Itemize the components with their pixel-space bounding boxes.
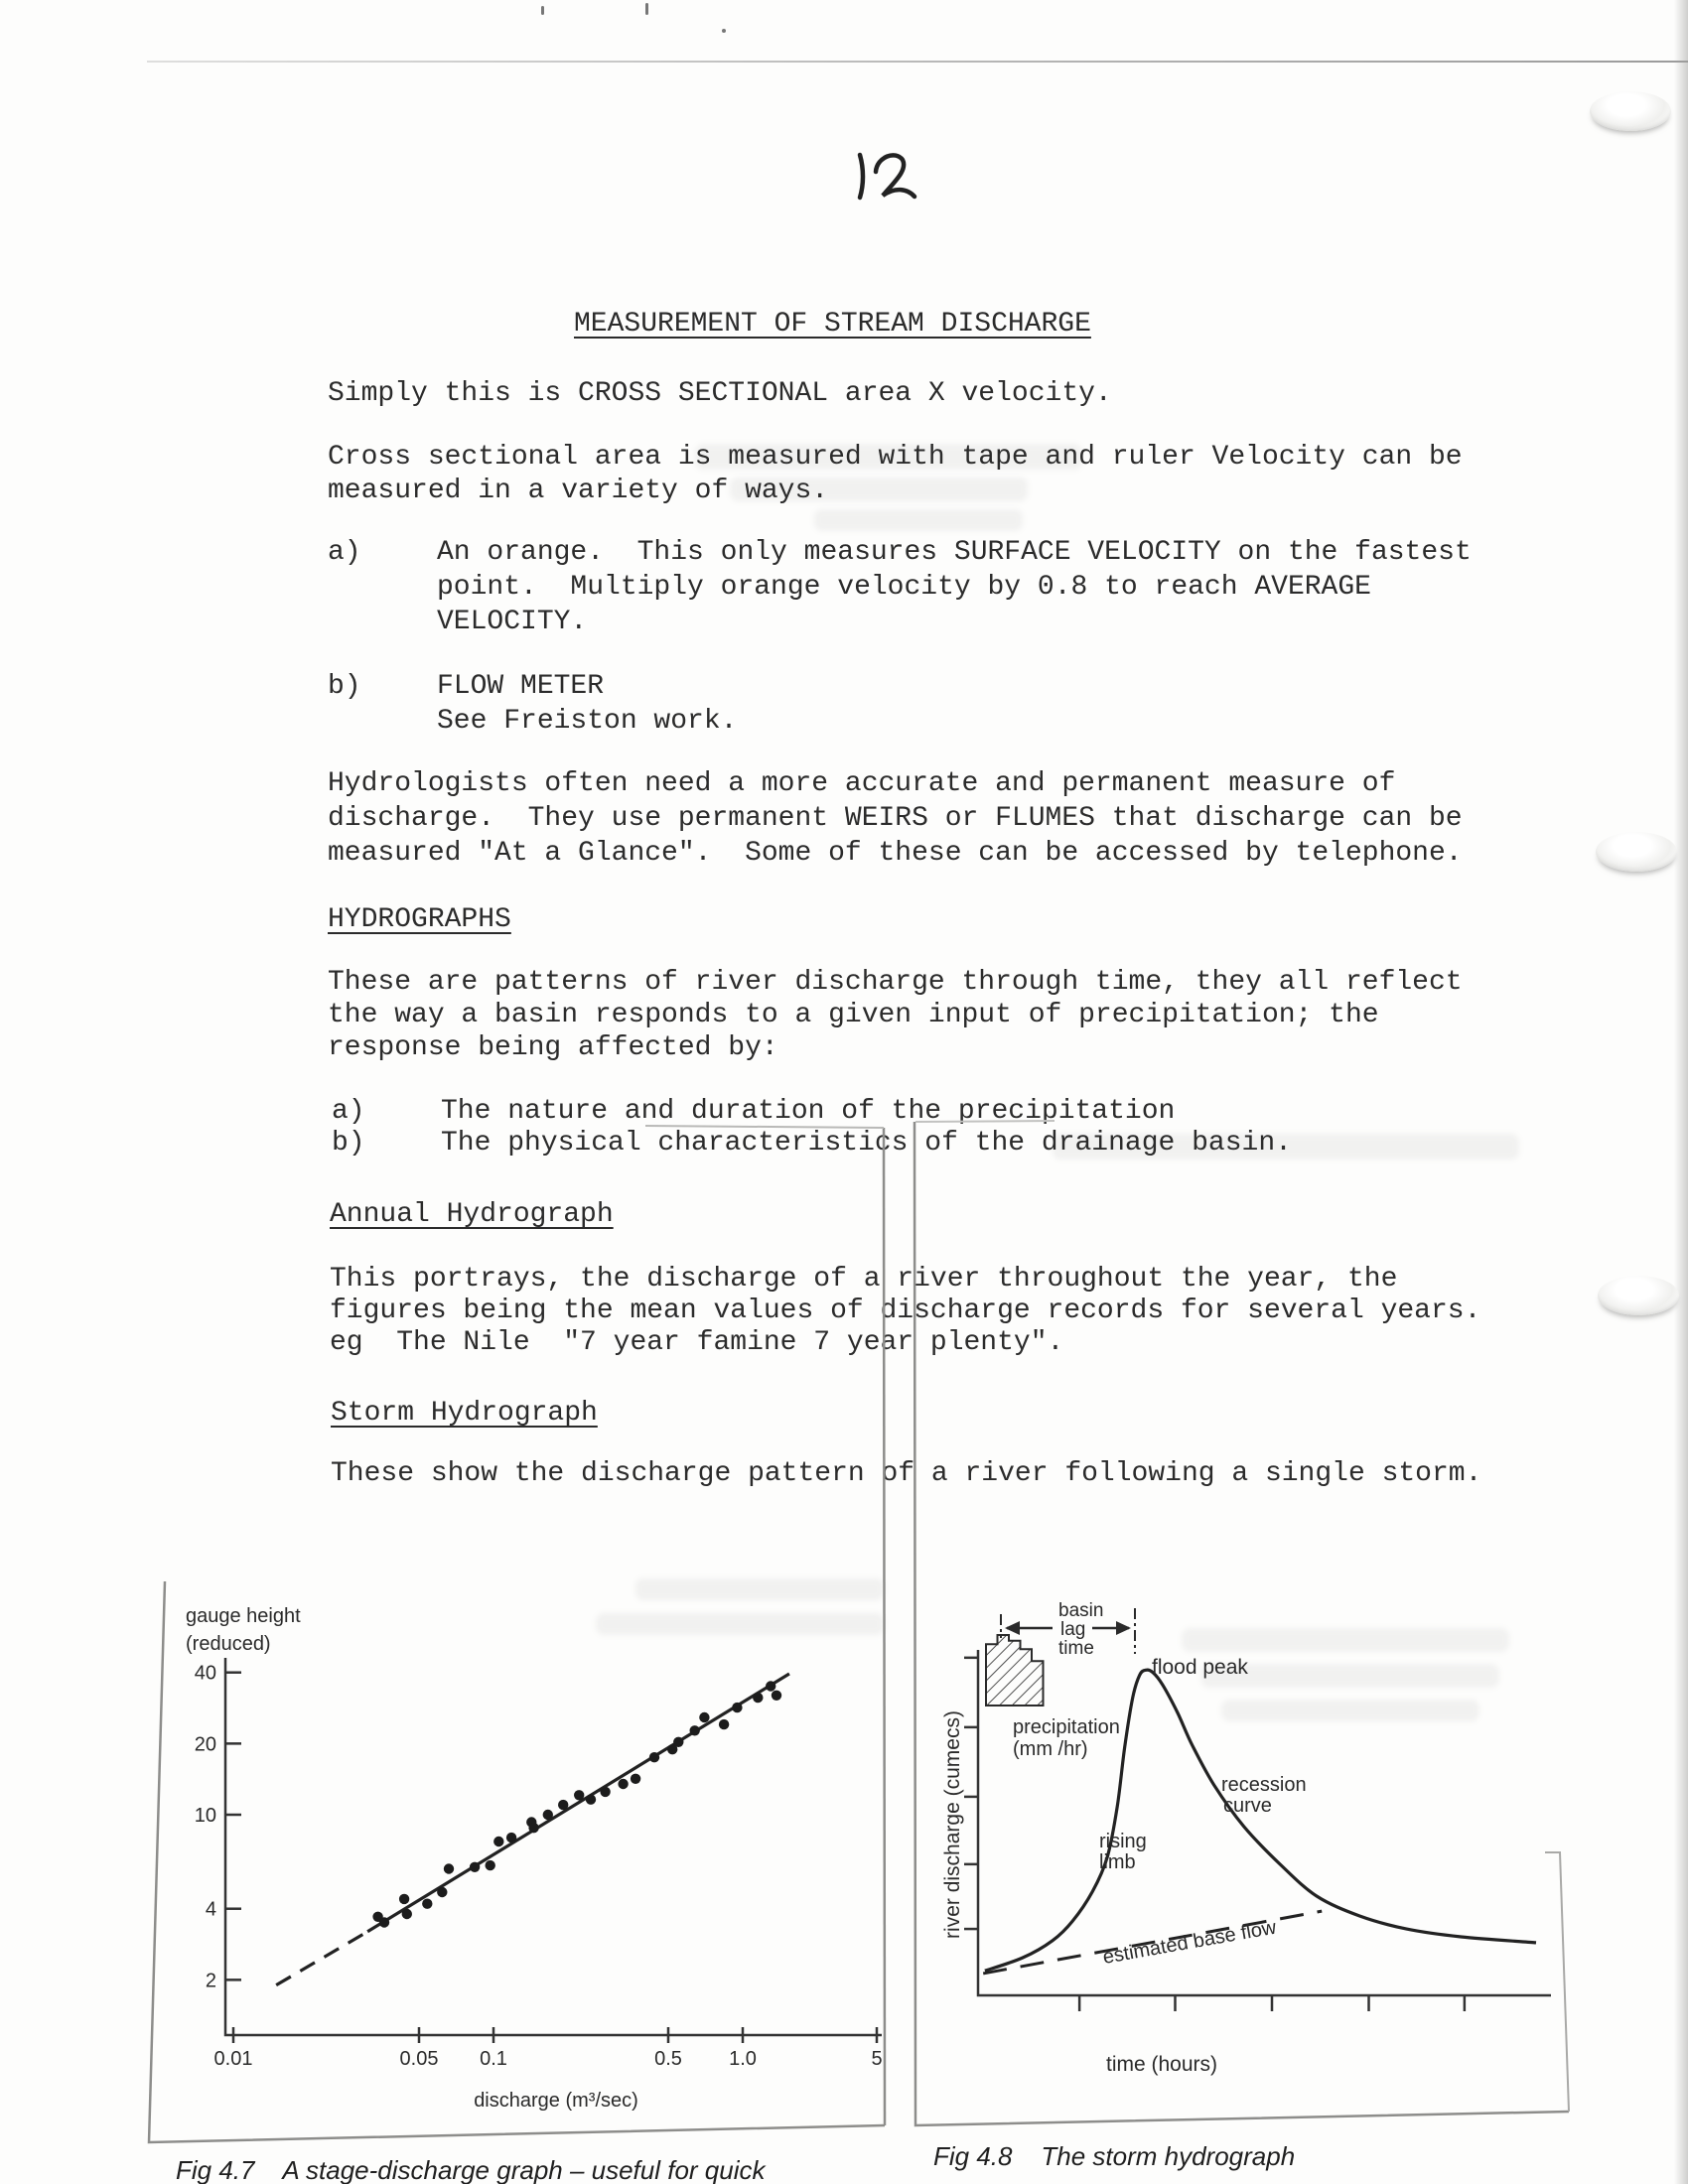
hole-punch-mark [1596,832,1677,872]
data-point [574,1790,584,1800]
data-point [772,1691,781,1701]
axis-tick-label: 20 [194,1733,216,1756]
data-point [437,1887,447,1897]
data-point [422,1899,432,1909]
fig47-caption: Fig 4.7 A stage-discharge graph – useful for quick [176,2155,766,2184]
body-line: This portrays, the discharge of a river throughout the year, the [330,1264,1398,1295]
data-point [379,1917,389,1927]
precipitation-label: precipitation [1013,1716,1120,1738]
figure-frame [1545,1852,1569,2112]
recession-curve-label: recession [1221,1774,1307,1796]
list-line: point. Multiply orange velocity by 0.8 to reach AVERAGE [437,572,1371,603]
axis-tick-label: 2 [205,1970,216,1992]
x-axis-title: time (hours) [1105,2053,1218,2076]
rising-limb-label: rising [1099,1831,1147,1852]
hole-punch-mark [1590,91,1671,131]
body-line: response being affected by: [328,1032,778,1063]
basin-lag-label: lag [1060,1619,1086,1640]
data-point [528,1823,538,1833]
page-edge-shadow [1674,0,1688,2184]
body-line: the way a basin responds to a given input of precipitation; the [328,1000,1379,1030]
list-line: An orange. This only measures SURFACE VELOCITY on the fastest [437,537,1472,568]
precipitation-bars [986,1635,1044,1706]
data-point [399,1894,409,1904]
recession-curve-label: curve [1223,1795,1272,1817]
data-point [470,1862,480,1872]
basin-lag-label: basin [1058,1600,1104,1621]
body-line: eg The Nile "7 year famine 7 year plenty". [330,1327,1064,1358]
arrowhead-right-icon [1116,1621,1131,1635]
axis-tick-label: 40 [194,1662,216,1685]
fig48-caption: Fig 4.8 The storm hydrograph [933,2141,1296,2171]
list-label: a) [332,1096,365,1127]
hole-punch-mark [1598,1276,1679,1315]
axis-tick-label: 0.1 [480,2048,507,2070]
axis-tick-label: 0.01 [213,2048,253,2070]
arrowhead-left-icon [1005,1621,1020,1635]
data-point [600,1787,610,1797]
axis [225,1658,882,2035]
data-point [493,1837,503,1846]
data-point [766,1681,775,1691]
list-line: VELOCITY. [437,607,588,637]
data-point [649,1752,659,1762]
basin-lag-label: time [1058,1638,1094,1659]
body-line: measured in a variety of ways. [328,476,829,506]
rating-curve-dashed [276,1932,367,1985]
scan-speck [541,6,544,15]
flood-peak-label: flood peak [1152,1656,1248,1679]
body-line: measured "At a Glance". Some of these can be accessed by telephone. [328,838,1463,869]
list-line: FLOW METER [437,671,605,702]
axis-tick-label: 10 [194,1805,216,1827]
body-line: Simply this is CROSS SECTIONAL area X velocity. [328,378,1112,409]
data-point [486,1860,495,1870]
base-flow-label: estimated base flow [1101,1916,1278,1969]
scan-speck [722,29,726,33]
scan-top-line [147,61,1688,63]
list-line: The physical characteristics of the drainage basin. [441,1128,1292,1159]
data-point [631,1774,640,1784]
data-point [558,1800,568,1810]
data-point [543,1810,553,1820]
data-point [753,1693,763,1703]
body-line: These are patterns of river discharge through time, they all reflect [328,967,1463,998]
showthrough-mark [814,509,1023,531]
list-label: b) [332,1128,365,1159]
section-heading-annual-hydrograph: Annual Hydrograph [330,1199,614,1230]
data-point [690,1725,700,1735]
y-axis-title: gauge height [186,1605,301,1627]
y-axis-title: (reduced) [186,1633,271,1655]
list-label: b) [328,671,361,702]
figure-frame [914,1122,1569,2125]
list-line: See Freiston work. [437,706,738,737]
data-point [719,1719,729,1729]
axis-tick-label: 4 [205,1898,216,1921]
x-axis-title: discharge (m³/sec) [474,2090,638,2112]
y-axis-title: river discharge (cumecs) [941,1710,964,1939]
axis [978,1650,1551,1995]
precipitation-label: (mm /hr) [1013,1738,1088,1760]
data-point [699,1712,709,1722]
figure-storm-hydrograph [894,1112,1589,2184]
rising-limb-label: limb [1099,1851,1136,1873]
list-label: a) [328,537,361,568]
data-point [673,1737,683,1747]
data-point [618,1779,628,1789]
body-line: discharge. They use permanent WEIRS or FLUMES that discharge can be [328,803,1463,834]
axis-tick-label: 5 [871,2048,883,2070]
axis-tick-label: 0.05 [399,2048,439,2070]
data-point [506,1833,516,1843]
data-point [402,1909,412,1919]
scan-speck [645,3,648,15]
figure-frame [149,1581,885,2142]
figure-stage-discharge-graph [129,1112,899,2184]
data-point [732,1703,742,1712]
figure-frame [645,1126,884,1128]
data-point [586,1795,596,1805]
handwritten-page-number [844,139,933,208]
body-line: figures being the mean values of discharge records for several years. [330,1296,1481,1326]
body-line: Hydrologists often need a more accurate and permanent measure of [328,768,1396,799]
data-point [444,1863,454,1873]
axis-tick-label: 1.0 [729,2048,757,2070]
figure-frame [915,1121,1055,1122]
figure-frame [884,1128,885,2125]
list-line: The nature and duration of the precipitation [441,1096,1176,1127]
body-line: Cross sectional area is measured with tape and ruler Velocity can be [328,442,1463,473]
page-title: MEASUREMENT OF STREAM DISCHARGE [574,309,1091,340]
rating-curve [367,1674,789,1932]
axis-tick-label: 0.5 [654,2048,682,2070]
section-heading-storm-hydrograph: Storm Hydrograph [331,1398,598,1429]
body-line: These show the discharge pattern of a river following a single storm. [331,1458,1482,1489]
section-heading-hydrographs: HYDROGRAPHS [328,904,511,935]
